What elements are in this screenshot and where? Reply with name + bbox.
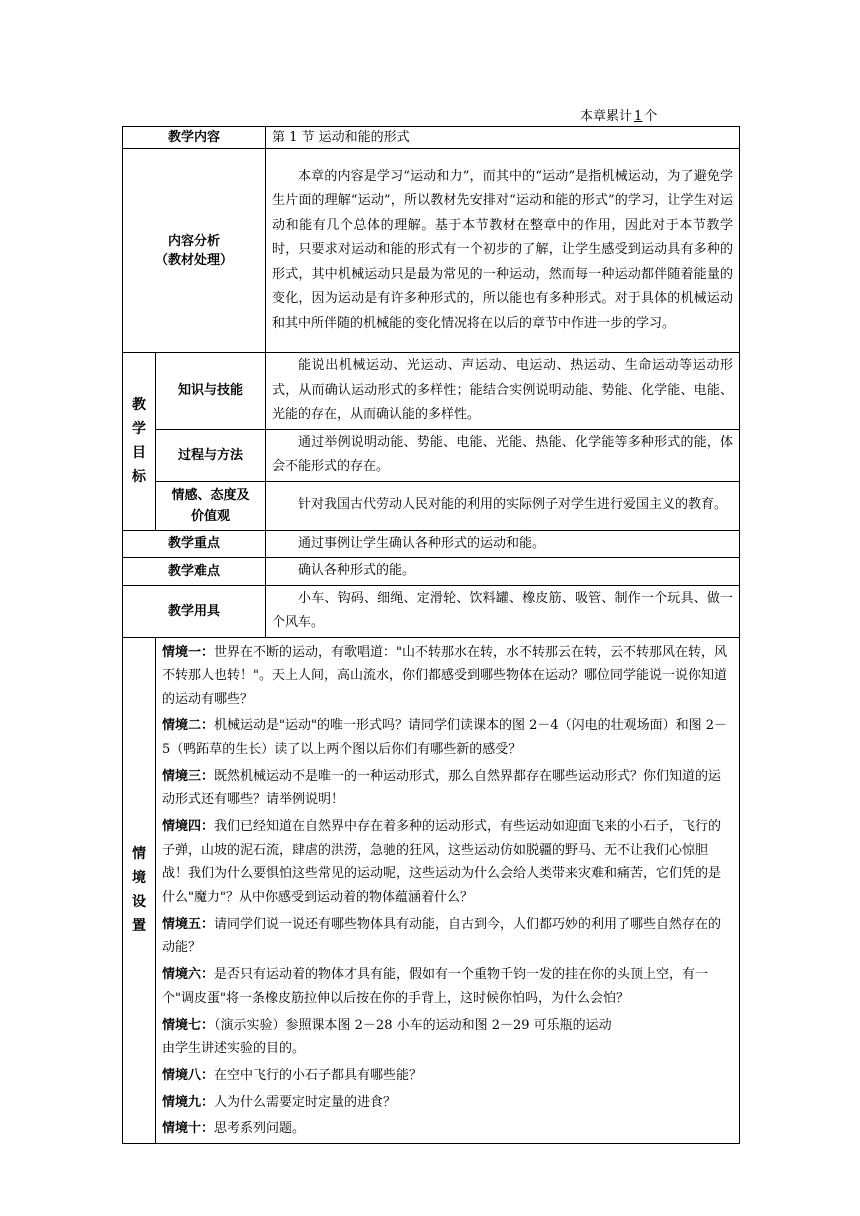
scenarios-char-4: 置 [132, 918, 146, 935]
knowledge-text: 能说出机械运动、光运动、声运动、电运动、热运动、生命运动等运动形式，从而确认运动形式的多样性；能结合实例说明动能、势能、化学能、电能、光能的存在，从而确认能的多样性。 [266, 353, 740, 430]
scenario-text: 请同学们说一说还有哪些物体具有动能，自古到今，人们都巧妙的利用了哪些自然存在的动能？ [162, 916, 722, 956]
scenario-item [162, 1064, 733, 1088]
row-knowledge [123, 353, 740, 430]
goals-char-4: 标 [132, 469, 146, 486]
scenario-text: 是否只有运动着的物体才具有能，假如有一个重物千钧一发的挂在你的头顶上空，有一个"调皮蛋"将一条橡皮筋拉伸以后按在你的手背上，这时候你怕吗，为什么会怕？ [162, 967, 709, 1006]
scenario-text: 世界在不断的运动，有歌唱道："山不转那水在转，水不转那云在转，云不转那风在转，风不转那人也转！"。天上人间，高山流水，你们都感受到哪些物体在运动？哪位同学能说一说你知道的运动有哪些？ [162, 644, 727, 707]
scenario-title: 情境五： [162, 916, 215, 932]
counter-prefix: 本章累计 [580, 109, 633, 124]
scenario-item [162, 765, 733, 812]
scenario-text: 机械运动是"运动"的唯一形式吗？请同学们读课本的图 2－4（闪电的壮观场面）和图 2－5（鸭跖草的生长）读了以上两个图以后你们有哪些新的感受？ [162, 718, 728, 758]
scenario-text: 在空中飞行的小石子都具有哪些能？ [214, 1067, 423, 1083]
scenario-item [162, 963, 733, 1010]
scenarios-label [123, 637, 156, 1144]
content-label: 教学内容 [123, 127, 266, 149]
key-point-text: 通过事例让学生确认各种形式的运动和能。 [266, 530, 740, 558]
counter-suffix: 个 [644, 109, 658, 124]
row-scenarios [123, 637, 740, 1144]
analysis-label [123, 149, 266, 353]
lesson-plan-table [122, 126, 740, 1144]
scenario-title: 情境四： [162, 819, 215, 835]
emotion-label-line2: 价值观 [191, 508, 231, 524]
scenario-title: 情境七： [162, 1017, 215, 1033]
row-emotion [123, 481, 740, 530]
scenario-text: 人为什么需要定时定量的进食？ [214, 1094, 397, 1110]
scenarios-char-2: 境 [132, 870, 146, 887]
analysis-text: 本章的内容是学习“运动和力”，而其中的“运动”是指机械运动，为了避免学生片面的理解“运动”，所以教材先安排对“运动和能的形式”的学习，让学生对运动和能有几个总体的理解。基于本节教材在整章中的作用，因此对于本节教学时，只要求对运动和能的形式有一个初步的了解，让学生感受到运动具有多种的形式，其中机械运动只是最为常见的一种运动，然而每一种运动都伴随着能量的变化，因为运动是有许多种形式的，所以能也有多种形式。对于具体的机械运动和其中所伴随的机械能的变化情况将在以后的章节中作进一步的学习。 [266, 149, 740, 353]
scenario-item [162, 1091, 733, 1115]
difficulty-label: 教学难点 [123, 558, 266, 586]
row-content [123, 127, 740, 149]
scenario-item [162, 641, 733, 712]
row-process [123, 429, 740, 481]
scenario-item [162, 913, 733, 960]
difficulty-text: 确认各种形式的能。 [266, 558, 740, 586]
scenario-item [162, 1117, 733, 1141]
scenario-item [162, 714, 733, 761]
scenario-title: 情境六： [162, 967, 215, 983]
goals-char-2: 学 [132, 421, 146, 438]
knowledge-label: 知识与技能 [156, 353, 266, 430]
scenario-title: 情境一： [162, 644, 215, 660]
scenario-text: （演示实验）参照课本图 2－28 小车的运动和图 2－29 可乐瓶的运动 [214, 1017, 612, 1033]
scenarios-char-3: 设 [132, 894, 146, 911]
analysis-label-line2: （教材处理） [155, 252, 234, 268]
row-tools [123, 585, 740, 637]
scenarios-char-1: 情 [132, 846, 146, 863]
analysis-label-line1: 内容分析 [168, 233, 221, 249]
goals-label [123, 353, 156, 531]
tools-text: 小车、钩码、细绳、定滑轮、饮料罐、橡皮筋、吸管、制作一个玩具、做一个风车。 [266, 585, 740, 637]
row-difficulty [123, 558, 740, 586]
tools-label: 教学用具 [123, 585, 266, 637]
scenario-item [162, 815, 733, 909]
emotion-text: 针对我国古代劳动人民对能的利用的实际例子对学生进行爱国主义的教育。 [266, 481, 740, 530]
chapter-counter [580, 105, 657, 124]
scenario-item [162, 1014, 733, 1061]
scenario-title: 情境八： [162, 1067, 215, 1083]
goals-char-1: 教 [132, 397, 146, 414]
row-key-point [123, 530, 740, 558]
emotion-label-line1: 情感、态度及 [171, 487, 250, 503]
scenario-text: 我们已经知道在自然界中存在着多种的运动形式，有些运动如迎面飞来的小石子，飞行的子弹，山坡的泥石流，肆虐的洪涝，急驰的狂风，这些运动仿如脱疆的野马、无不让我们心惊胆战！我们为什么要惧怕这些常见的运动呢，这些运动为什么会给人类带来灾难和痛苦，它们凭的是什么"魔力"？从中你感受到运动着的物体蕴涵着什么？ [162, 819, 722, 905]
emotion-label [156, 481, 266, 530]
scenario-title: 情境十： [162, 1121, 215, 1137]
content-value: 第 1 节 运动和能的形式 [266, 127, 740, 149]
scenario-title: 情境二： [162, 718, 215, 734]
scenario-title: 情境九： [162, 1094, 215, 1110]
scenario-text: 思考系列问题。 [214, 1121, 306, 1137]
process-text: 通过举例说明动能、势能、电能、光能、热能、化学能等多种形式的能，体会不能形式的存在。 [266, 429, 740, 481]
scenario-title: 情境三： [162, 768, 215, 784]
scenario-text-continued: 由学生讲述实验的目的。 [162, 1041, 306, 1057]
scenarios-content [156, 637, 740, 1144]
counter-value: 1 [634, 109, 643, 124]
key-point-label: 教学重点 [123, 530, 266, 558]
scenario-text: 既然机械运动不是唯一的一种运动形式，那么自然界都存在哪些运动形式？你们知道的运动形式还有哪些？请举例说明！ [162, 768, 722, 808]
process-label: 过程与方法 [156, 429, 266, 481]
row-analysis [123, 149, 740, 353]
goals-char-3: 目 [132, 445, 146, 462]
